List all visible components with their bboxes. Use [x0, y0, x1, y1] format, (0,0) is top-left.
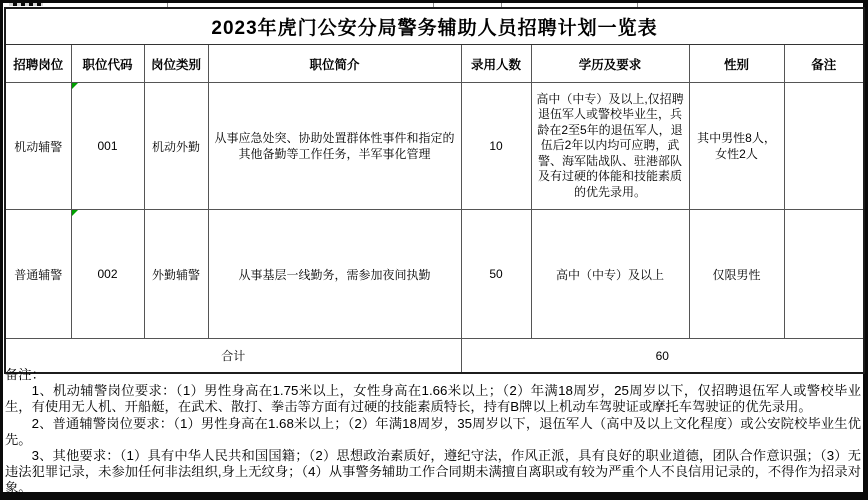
number-stored-as-text-flag-icon — [72, 83, 78, 89]
cell-code — [71, 210, 144, 339]
footnote-item: 2、普通辅警岗位要求：（1）男性身高在1.68米以上；（2）年满18周岁，35周岁以下，退伍军人（高中及以上文化程度）或公安院校毕业生优先。 — [5, 415, 861, 447]
total-value: 60 — [461, 339, 864, 374]
table-row — [5, 83, 864, 210]
cell-position: 机动辅警 — [5, 83, 71, 210]
cell-gender: 其中男性8人，女性2人 — [689, 83, 784, 210]
cell-remark — [784, 83, 864, 210]
cell-code-value: 001 — [97, 139, 118, 153]
footnotes-section — [5, 367, 861, 497]
cell-position: 普通辅警 — [5, 210, 71, 339]
col-header-position: 招聘岗位 — [5, 45, 71, 83]
cell-count: 10 — [461, 83, 531, 210]
cell-gender: 仅限男性 — [689, 210, 784, 339]
document-sheet — [3, 3, 863, 496]
cell-education: 高中（中专）及以上,仅招聘退伍军人或警校毕业生，兵龄在2至5年的退伍军人，退伍后2年以内均可应聘，武警、海军陆战队、驻港部队及有过硬的体能和技能素质的优先录用。 — [531, 83, 689, 210]
cell-code-value: 002 — [97, 267, 118, 281]
col-header-gender: 性别 — [689, 45, 784, 83]
col-header-category: 岗位类别 — [144, 45, 208, 83]
recruitment-plan-table — [4, 7, 865, 374]
cell-remark — [784, 210, 864, 339]
cell-code — [71, 83, 144, 210]
footnote-item: 1、机动辅警岗位要求：（1）男性身高在1.75米以上，女性身高在1.66米以上；（2）年满18周岁，25周岁以下，仅招聘退伍军人或警校毕业生，有使用无人机、开船艇，在武术、散打、拳击等方面有过硬的技能素质特长，持有B牌以上机动车驾驶证或摩托车驾驶证的优先录用。 — [5, 383, 861, 415]
number-stored-as-text-flag-icon — [72, 210, 78, 216]
footnote-item: 3、其他要求：（1）具有中华人民共和国国籍；（2）思想政治素质好，遵纪守法，作风正派，具有良好的职业道德，团队合作意识强；（3）无违法犯罪记录，未参加任何非法组织,身上无纹身；（4）从事警务辅助工作合同期未满擅自离职或有较为严重个人不良信用记录的，不得作为招录对象。 — [5, 448, 861, 496]
total-label: 合计 — [5, 339, 461, 374]
cell-education: 高中（中专）及以上 — [531, 210, 689, 339]
cell-description: 从事基层一线勤务，需参加夜间执勤 — [208, 210, 461, 339]
table-header-row — [5, 45, 864, 83]
col-header-code: 职位代码 — [71, 45, 144, 83]
footnotes-label: 备注： — [5, 367, 45, 382]
col-header-count: 录用人数 — [461, 45, 531, 83]
cell-category: 外勤辅警 — [144, 210, 208, 339]
cell-count: 50 — [461, 210, 531, 339]
cell-description: 从事应急处突、协助处置群体性事件和指定的其他备勤等工作任务，半军事化管理 — [208, 83, 461, 210]
table-row — [5, 210, 864, 339]
col-header-remark: 备注 — [784, 45, 864, 83]
col-header-description: 职位简介 — [208, 45, 461, 83]
page-title: 2023年虎门公安分局警务辅助人员招聘计划一览表 — [5, 8, 864, 45]
col-header-education: 学历及要求 — [531, 45, 689, 83]
cell-category: 机动外勤 — [144, 83, 208, 210]
cropped-text-remnant — [9, 3, 43, 6]
